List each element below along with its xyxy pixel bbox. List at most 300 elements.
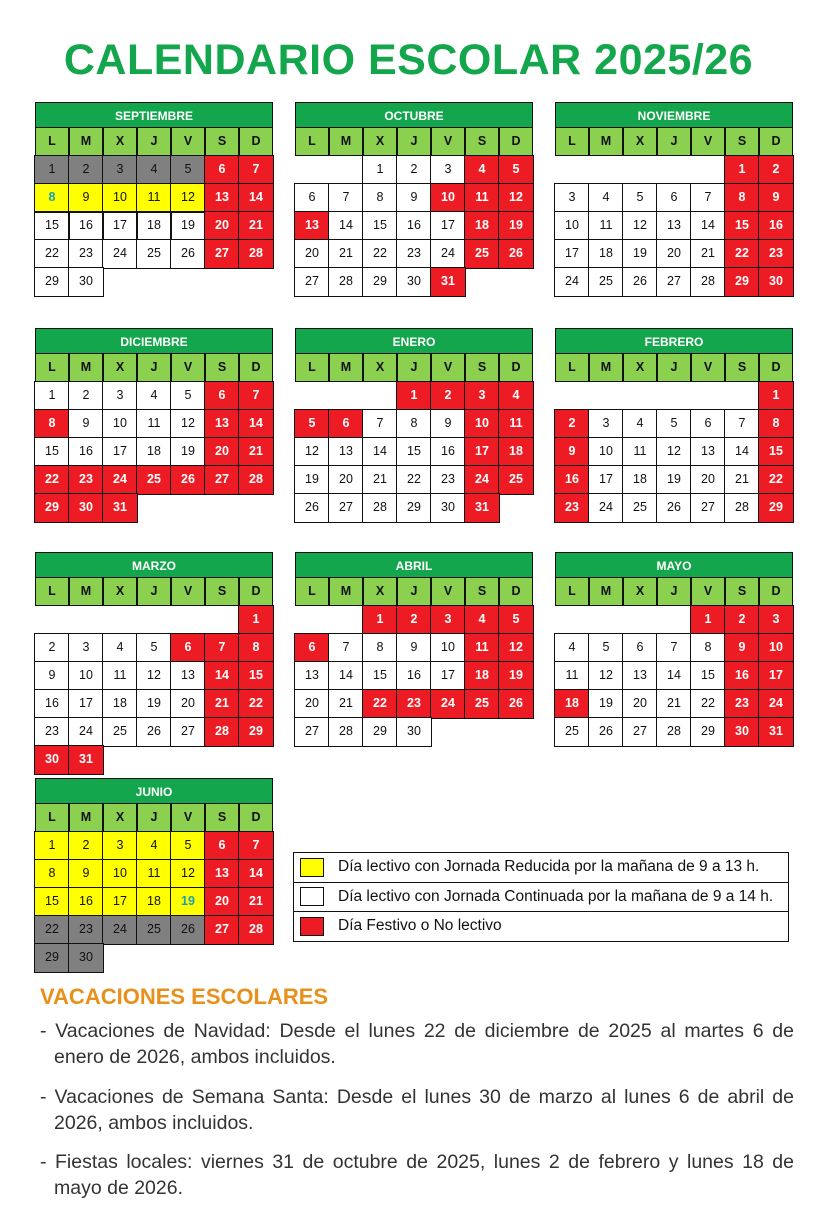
day-cell: 8 — [690, 633, 726, 663]
day-cell: 15 — [34, 437, 70, 467]
day-cell: 3 — [464, 381, 500, 411]
day-cell: 7 — [656, 633, 692, 663]
day-cell: 15 — [758, 437, 794, 467]
day-cell: 24 — [102, 915, 138, 945]
day-cell: 11 — [464, 633, 500, 663]
empty-cell — [555, 606, 589, 634]
day-cell: 25 — [136, 915, 172, 945]
legend — [293, 852, 789, 942]
weekday-header: X — [103, 127, 137, 157]
day-cell: 26 — [656, 493, 692, 523]
day-cell: 21 — [328, 239, 364, 269]
day-cell: 12 — [498, 183, 534, 213]
day-cell: 4 — [136, 155, 172, 185]
day-cell: 14 — [690, 211, 726, 241]
day-cell: 26 — [294, 493, 330, 523]
weekday-header: X — [103, 577, 137, 607]
day-cell: 17 — [758, 661, 794, 691]
day-cell: 23 — [554, 493, 590, 523]
day-cell: 22 — [34, 465, 70, 495]
weekday-header: X — [363, 577, 397, 607]
day-cell: 8 — [362, 633, 398, 663]
weekday-header: L — [555, 353, 589, 383]
day-cell: 28 — [238, 915, 274, 945]
day-cell: 23 — [68, 915, 104, 945]
day-cell: 1 — [362, 155, 398, 185]
day-cell: 19 — [170, 437, 206, 467]
day-cell: 10 — [554, 211, 590, 241]
day-cell: 29 — [34, 493, 70, 523]
day-cell: 4 — [464, 155, 500, 185]
day-cell: 24 — [102, 239, 138, 269]
weekday-header: L — [295, 353, 329, 383]
day-cell: 5 — [498, 605, 534, 635]
day-cell: 16 — [68, 887, 104, 917]
day-cell: 9 — [430, 409, 466, 439]
empty-cell — [295, 382, 329, 410]
day-cell: 17 — [102, 887, 138, 917]
day-cell: 5 — [656, 409, 692, 439]
weekday-header: L — [35, 353, 69, 383]
month-grid — [35, 354, 273, 522]
day-cell: 21 — [238, 437, 274, 467]
day-cell: 21 — [656, 689, 692, 719]
day-cell: 15 — [34, 887, 70, 917]
weekday-header: V — [171, 127, 205, 157]
day-cell: 13 — [294, 211, 330, 241]
day-cell: 20 — [204, 437, 240, 467]
day-cell: 2 — [68, 155, 104, 185]
day-cell: 24 — [554, 267, 590, 297]
day-cell: 7 — [328, 183, 364, 213]
legend-row — [294, 853, 788, 883]
day-cell: 2 — [34, 633, 70, 663]
day-cell: 10 — [68, 661, 104, 691]
day-cell: 30 — [758, 267, 794, 297]
day-cell: 18 — [136, 211, 172, 241]
empty-cell — [555, 382, 589, 410]
weekday-header: S — [725, 127, 759, 157]
day-cell: 27 — [294, 267, 330, 297]
weekday-header: V — [431, 127, 465, 157]
day-cell: 30 — [68, 943, 104, 973]
day-cell: 7 — [204, 633, 240, 663]
day-cell: 12 — [294, 437, 330, 467]
day-cell: 25 — [136, 465, 172, 495]
day-cell: 22 — [34, 915, 70, 945]
day-cell: 4 — [464, 605, 500, 635]
weekday-header: D — [759, 353, 793, 383]
month-name: OCTUBRE — [295, 102, 533, 128]
day-cell: 15 — [34, 211, 70, 241]
weekday-header: D — [239, 577, 273, 607]
day-cell: 9 — [68, 859, 104, 889]
day-cell: 14 — [328, 211, 364, 241]
day-cell: 26 — [170, 465, 206, 495]
day-cell: 18 — [588, 239, 624, 269]
day-cell: 17 — [554, 239, 590, 269]
month-name: DICIEMBRE — [35, 328, 273, 354]
day-cell: 21 — [724, 465, 760, 495]
day-cell: 18 — [464, 661, 500, 691]
weekday-header: S — [205, 803, 239, 833]
day-cell: 29 — [34, 943, 70, 973]
day-cell: 2 — [68, 381, 104, 411]
day-cell: 3 — [102, 831, 138, 861]
day-cell: 3 — [758, 605, 794, 635]
day-cell: 12 — [170, 409, 206, 439]
day-cell: 6 — [622, 633, 658, 663]
month-calendar — [35, 552, 273, 774]
day-cell: 26 — [498, 239, 534, 269]
day-cell: 26 — [588, 717, 624, 747]
empty-cell — [725, 382, 759, 410]
day-cell: 11 — [622, 437, 658, 467]
day-cell: 1 — [758, 381, 794, 411]
day-cell: 22 — [396, 465, 432, 495]
empty-cell — [329, 382, 363, 410]
day-cell: 24 — [588, 493, 624, 523]
empty-cell — [295, 156, 329, 184]
day-cell: 4 — [136, 831, 172, 861]
month-name: MARZO — [35, 552, 273, 578]
day-cell: 19 — [656, 465, 692, 495]
day-cell: 18 — [622, 465, 658, 495]
day-cell: 8 — [758, 409, 794, 439]
day-cell: 1 — [238, 605, 274, 635]
month-calendar — [555, 102, 793, 296]
day-cell: 20 — [294, 689, 330, 719]
day-cell: 3 — [102, 155, 138, 185]
day-cell: 21 — [238, 211, 274, 241]
weekday-header: V — [691, 127, 725, 157]
day-cell: 9 — [554, 437, 590, 467]
weekday-header: X — [363, 353, 397, 383]
weekday-header: L — [35, 577, 69, 607]
day-cell: 26 — [622, 267, 658, 297]
empty-cell — [69, 606, 103, 634]
day-cell: 20 — [170, 689, 206, 719]
legend-swatch-white — [300, 887, 324, 906]
day-cell: 6 — [204, 831, 240, 861]
day-cell: 7 — [328, 633, 364, 663]
day-cell: 18 — [136, 437, 172, 467]
day-cell: 9 — [68, 183, 104, 213]
day-cell: 15 — [396, 437, 432, 467]
day-cell: 31 — [464, 493, 500, 523]
weekday-header: J — [137, 577, 171, 607]
day-cell: 6 — [294, 183, 330, 213]
day-cell: 26 — [170, 239, 206, 269]
empty-cell — [329, 606, 363, 634]
day-cell: 19 — [622, 239, 658, 269]
day-cell: 22 — [724, 239, 760, 269]
day-cell: 2 — [554, 409, 590, 439]
day-cell: 2 — [430, 381, 466, 411]
day-cell: 23 — [396, 689, 432, 719]
month-grid — [295, 354, 533, 522]
month-name: NOVIEMBRE — [555, 102, 793, 128]
day-cell: 5 — [170, 831, 206, 861]
day-cell: 18 — [498, 437, 534, 467]
day-cell: 5 — [498, 155, 534, 185]
day-cell: 21 — [238, 887, 274, 917]
weekday-header: S — [725, 577, 759, 607]
month-grid — [35, 578, 273, 774]
day-cell: 8 — [34, 409, 70, 439]
day-cell: 8 — [396, 409, 432, 439]
day-cell: 24 — [430, 239, 466, 269]
day-cell: 21 — [328, 689, 364, 719]
month-name: JUNIO — [35, 778, 273, 804]
day-cell: 9 — [34, 661, 70, 691]
day-cell: 13 — [170, 661, 206, 691]
weekday-header: D — [759, 577, 793, 607]
legend-label: Día lectivo con Jornada Continuada por la mañana de 9 a 14 h. — [338, 887, 774, 905]
day-cell: 4 — [136, 381, 172, 411]
day-cell: 11 — [136, 409, 172, 439]
weekday-header: J — [137, 803, 171, 833]
weekday-header: J — [137, 127, 171, 157]
weekday-header: D — [499, 127, 533, 157]
day-cell: 14 — [724, 437, 760, 467]
day-cell: 10 — [758, 633, 794, 663]
day-cell: 28 — [238, 239, 274, 269]
day-cell: 18 — [102, 689, 138, 719]
month-calendar — [35, 778, 273, 972]
empty-cell — [657, 382, 691, 410]
day-cell: 17 — [588, 465, 624, 495]
day-cell: 14 — [238, 183, 274, 213]
month-calendar — [295, 328, 533, 522]
day-cell: 12 — [588, 661, 624, 691]
day-cell: 30 — [68, 267, 104, 297]
day-cell: 8 — [724, 183, 760, 213]
day-cell: 12 — [136, 661, 172, 691]
day-cell: 9 — [724, 633, 760, 663]
day-cell: 29 — [362, 717, 398, 747]
day-cell: 13 — [204, 859, 240, 889]
day-cell: 23 — [396, 239, 432, 269]
weekday-header: X — [103, 803, 137, 833]
weekday-header: V — [171, 353, 205, 383]
month-grid — [35, 804, 273, 972]
day-cell: 19 — [170, 887, 206, 917]
day-cell: 30 — [396, 267, 432, 297]
day-cell: 23 — [430, 465, 466, 495]
weekday-header: X — [363, 127, 397, 157]
month-grid — [555, 578, 793, 746]
day-cell: 17 — [430, 661, 466, 691]
day-cell: 18 — [464, 211, 500, 241]
day-cell: 13 — [622, 661, 658, 691]
day-cell: 4 — [102, 633, 138, 663]
day-cell: 11 — [464, 183, 500, 213]
weekday-header: V — [691, 353, 725, 383]
day-cell: 22 — [238, 689, 274, 719]
weekday-header: J — [397, 353, 431, 383]
day-cell: 27 — [170, 717, 206, 747]
day-cell: 11 — [102, 661, 138, 691]
day-cell: 8 — [238, 633, 274, 663]
day-cell: 13 — [656, 211, 692, 241]
day-cell: 20 — [622, 689, 658, 719]
weekday-header: X — [623, 127, 657, 157]
weekday-header: S — [465, 353, 499, 383]
day-cell: 12 — [170, 183, 206, 213]
day-cell: 24 — [430, 689, 466, 719]
legend-row — [294, 912, 788, 941]
weekday-header: J — [657, 127, 691, 157]
day-cell: 12 — [656, 437, 692, 467]
weekday-header: S — [205, 577, 239, 607]
day-cell: 12 — [170, 859, 206, 889]
month-grid — [35, 128, 273, 296]
day-cell: 27 — [204, 915, 240, 945]
day-cell: 28 — [328, 267, 364, 297]
day-cell: 15 — [690, 661, 726, 691]
weekday-header: J — [657, 353, 691, 383]
weekday-header: J — [137, 353, 171, 383]
day-cell: 19 — [498, 211, 534, 241]
day-cell: 11 — [588, 211, 624, 241]
weekday-header: S — [465, 127, 499, 157]
weekday-header: S — [205, 127, 239, 157]
weekday-header: V — [171, 577, 205, 607]
empty-cell — [329, 156, 363, 184]
day-cell: 23 — [758, 239, 794, 269]
weekday-header: D — [239, 803, 273, 833]
day-cell: 10 — [430, 183, 466, 213]
day-cell: 4 — [622, 409, 658, 439]
weekday-header: M — [329, 577, 363, 607]
day-cell: 11 — [136, 183, 172, 213]
month-name: ENERO — [295, 328, 533, 354]
empty-cell — [623, 156, 657, 184]
day-cell: 23 — [68, 239, 104, 269]
empty-cell — [623, 382, 657, 410]
day-cell: 21 — [204, 689, 240, 719]
day-cell: 22 — [34, 239, 70, 269]
day-cell: 21 — [362, 465, 398, 495]
day-cell: 31 — [758, 717, 794, 747]
day-cell: 7 — [238, 381, 274, 411]
day-cell: 29 — [34, 267, 70, 297]
day-cell: 13 — [204, 409, 240, 439]
weekday-header: M — [589, 127, 623, 157]
weekday-header: M — [69, 353, 103, 383]
day-cell: 28 — [204, 717, 240, 747]
page-title: CALENDARIO ESCOLAR 2025/26 — [63, 36, 754, 84]
day-cell: 27 — [294, 717, 330, 747]
day-cell: 16 — [554, 465, 590, 495]
day-cell: 27 — [622, 717, 658, 747]
day-cell: 3 — [68, 633, 104, 663]
empty-cell — [137, 606, 171, 634]
day-cell: 29 — [690, 717, 726, 747]
day-cell: 16 — [68, 437, 104, 467]
vacaciones-item-semana-santa: - Vacaciones de Semana Santa: Desde el lunes 30 de marzo al lunes 6 de abril de 2026, ambos incluidos. — [40, 1086, 794, 1134]
day-cell: 30 — [34, 745, 70, 775]
day-cell: 12 — [498, 633, 534, 663]
empty-cell — [103, 606, 137, 634]
day-cell: 1 — [690, 605, 726, 635]
day-cell: 24 — [68, 717, 104, 747]
day-cell: 30 — [430, 493, 466, 523]
day-cell: 24 — [102, 465, 138, 495]
day-cell: 26 — [170, 915, 206, 945]
day-cell: 19 — [588, 689, 624, 719]
legend-label: Día Festivo o No lectivo — [338, 917, 502, 935]
day-cell: 8 — [34, 859, 70, 889]
day-cell: 11 — [136, 859, 172, 889]
day-cell: 23 — [68, 465, 104, 495]
day-cell: 9 — [758, 183, 794, 213]
day-cell: 3 — [102, 381, 138, 411]
month-grid — [295, 578, 533, 746]
day-cell: 22 — [362, 239, 398, 269]
day-cell: 3 — [430, 155, 466, 185]
day-cell: 11 — [554, 661, 590, 691]
day-cell: 20 — [328, 465, 364, 495]
month-grid — [555, 128, 793, 296]
day-cell: 13 — [294, 661, 330, 691]
empty-cell — [205, 606, 239, 634]
day-cell: 29 — [396, 493, 432, 523]
weekday-header: M — [329, 353, 363, 383]
day-cell: 13 — [690, 437, 726, 467]
month-calendar — [295, 552, 533, 746]
day-cell: 17 — [464, 437, 500, 467]
month-calendar — [295, 102, 533, 296]
day-cell: 6 — [328, 409, 364, 439]
empty-cell — [589, 606, 623, 634]
day-cell: 29 — [724, 267, 760, 297]
legend-swatch-yellow — [300, 858, 324, 877]
day-cell: 2 — [396, 605, 432, 635]
day-cell: 17 — [430, 211, 466, 241]
day-cell: 31 — [430, 267, 466, 297]
weekday-header: V — [691, 577, 725, 607]
day-cell: 19 — [294, 465, 330, 495]
weekday-header: D — [499, 353, 533, 383]
day-cell: 6 — [656, 183, 692, 213]
weekday-header: M — [589, 577, 623, 607]
day-cell: 17 — [102, 211, 138, 241]
day-cell: 13 — [204, 183, 240, 213]
day-cell: 15 — [238, 661, 274, 691]
day-cell: 1 — [34, 381, 70, 411]
weekday-header: X — [623, 577, 657, 607]
weekday-header: L — [295, 127, 329, 157]
empty-cell — [657, 156, 691, 184]
weekday-header: X — [623, 353, 657, 383]
day-cell: 10 — [464, 409, 500, 439]
day-cell: 17 — [68, 689, 104, 719]
day-cell: 5 — [136, 633, 172, 663]
weekday-header: J — [397, 127, 431, 157]
day-cell: 16 — [396, 661, 432, 691]
day-cell: 2 — [758, 155, 794, 185]
day-cell: 14 — [328, 661, 364, 691]
day-cell: 24 — [758, 689, 794, 719]
day-cell: 7 — [238, 155, 274, 185]
day-cell: 22 — [362, 689, 398, 719]
day-cell: 25 — [136, 239, 172, 269]
empty-cell — [295, 606, 329, 634]
day-cell: 8 — [34, 183, 70, 213]
day-cell: 9 — [396, 633, 432, 663]
